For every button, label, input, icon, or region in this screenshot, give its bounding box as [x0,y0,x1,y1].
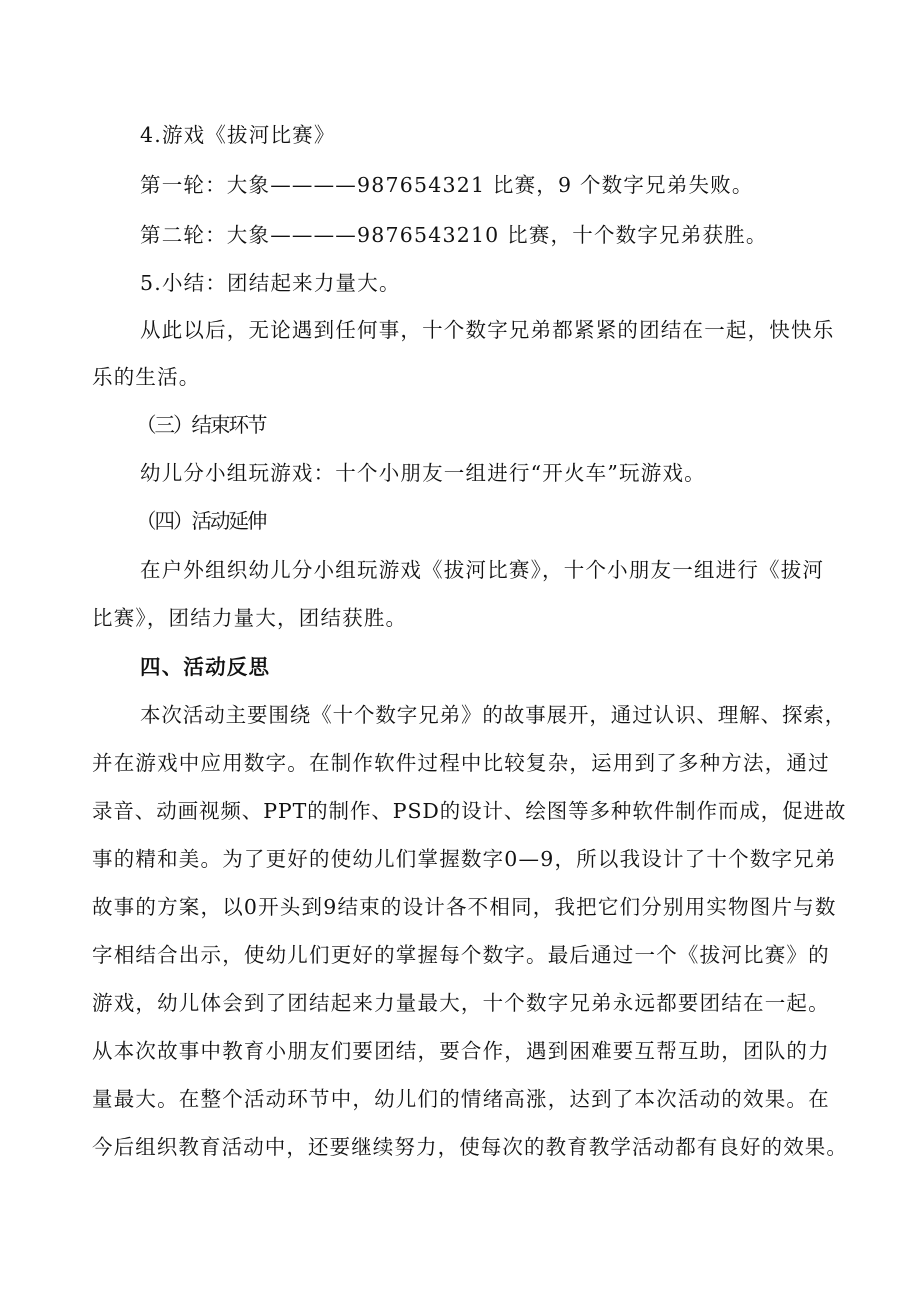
paragraph-line: 从此以后，无论遇到任何事，十个数字兄弟都紧紧的团结在一起，快快乐 [140,318,835,342]
section-extension-heading: （四）活动延伸 [136,509,266,533]
paragraph-line: 本次活动主要围绕《十个数字兄弟》的故事展开，通过认识、理解、探索， [140,703,847,727]
paragraph-line: 字相结合出示，使幼儿们更好的掌握每个数字。最后通过一个《拔河比赛》的 [92,943,830,967]
paragraph-line: 故事的方案，以0开头到9结束的设计各不相同，我把它们分别用实物图片与数 [92,895,837,919]
section-ending-heading: （三）结束环节 [136,413,266,437]
summary-text: 5.小结：团结起来力量大。 [140,271,401,295]
round-two-text: 第二轮：大象————9876543210 比赛，十个数字兄弟获胜。 [140,223,768,247]
paragraph-line: 并在游戏中应用数字。在制作软件过程中比较复杂，运用到了多种方法，通过 [92,751,830,775]
paragraph-line: 在户外组织幼儿分小组玩游戏《拔河比赛》，十个小朋友一组进行《拔河 [140,558,825,582]
paragraph-line: 录音、动画视频、PPT的制作、PSD的设计、绘图等多种软件制作而成，促进故 [92,799,847,823]
round-one-text: 第一轮：大象————987654321 比赛，9 个数字兄弟失败。 [140,173,754,197]
paragraph-line: 游戏，幼儿体会到了团结起来力量最大，十个数字兄弟永远都要团结在一起。 [92,991,830,1015]
paragraph-line: 事的精和美。为了更好的使幼儿们掌握数字0—9，所以我设计了十个数字兄弟 [92,847,837,871]
paragraph-line: 幼儿分小组玩游戏：十个小朋友一组进行“开火车”玩游戏。 [140,461,706,485]
paragraph-line: 乐的生活。 [92,365,201,389]
paragraph-line: 比赛》，团结力量大，团结获胜。 [92,606,408,630]
paragraph-line: 今后组织教育活动中，还要继续努力，使每次的教育教学活动都有良好的效果。 [92,1135,848,1159]
paragraph-line: 量最大。在整个活动环节中，幼儿们的情绪高涨，达到了本次活动的效果。在 [92,1087,830,1111]
game-tug-of-war-heading: 4.游戏《拔河比赛》 [140,123,336,147]
paragraph-line: 从本次故事中教育小朋友们要团结，要合作，遇到困难要互帮互助，团队的力 [92,1039,830,1063]
reflection-heading: 四、活动反思 [140,655,271,679]
